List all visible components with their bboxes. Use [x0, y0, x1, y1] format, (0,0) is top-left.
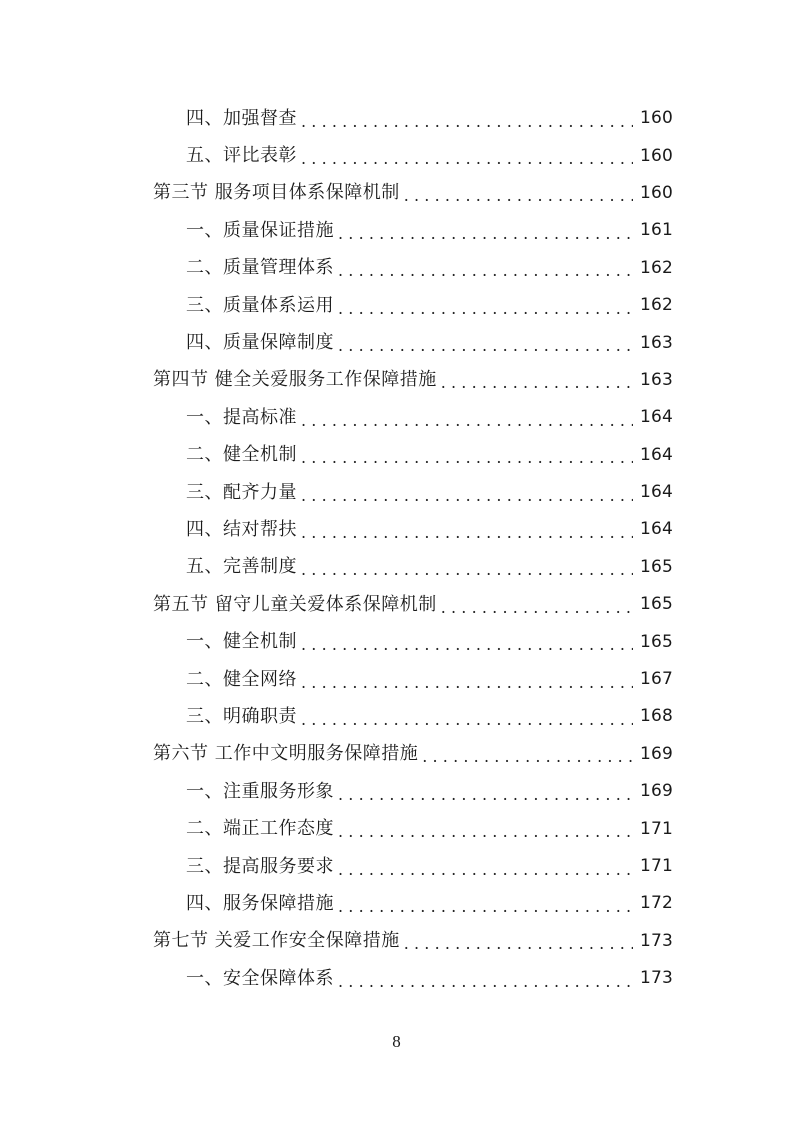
toc-entry-page: 173: [639, 968, 673, 989]
dot-leader: [301, 413, 633, 429]
toc-entry[interactable]: [0, 362, 793, 399]
toc-entry-title: 二、健全机制: [186, 444, 297, 466]
dot-leader: [338, 862, 633, 878]
toc-entry-title: 三、提高服务要求: [186, 855, 334, 877]
dot-leader: [301, 675, 633, 691]
dot-leader: [301, 712, 633, 728]
dot-leader: [338, 824, 633, 840]
toc-entry-title: 五、完善制度: [186, 556, 297, 578]
toc-entry[interactable]: [0, 437, 793, 474]
dot-leader: [404, 936, 633, 952]
toc-entry-page: 162: [639, 295, 673, 316]
toc-entry-page: 160: [639, 182, 673, 203]
page-number: 8: [392, 1032, 401, 1051]
toc-entry-title: 三、配齐力量: [186, 481, 297, 503]
toc-entry-page: 171: [639, 818, 673, 839]
toc-entry[interactable]: [0, 212, 793, 249]
toc-entry[interactable]: [0, 137, 793, 174]
toc-entry[interactable]: [0, 287, 793, 324]
dot-leader: [301, 525, 633, 541]
toc-entry-title: 五、评比表彰: [186, 145, 297, 167]
dot-leader: [301, 151, 633, 167]
dot-leader: [422, 749, 633, 765]
toc-entry-title: 四、质量保障制度: [186, 332, 334, 354]
toc-entry[interactable]: [0, 661, 793, 698]
toc-entry[interactable]: [0, 175, 793, 212]
toc-entry-title: 二、质量管理体系: [186, 257, 334, 279]
toc-entry[interactable]: [0, 586, 793, 623]
toc-entry-page: 172: [639, 893, 673, 914]
toc-entry-title: 四、结对帮扶: [186, 518, 297, 540]
toc-entry-page: 164: [639, 407, 673, 428]
toc-entry-page: 173: [639, 930, 673, 951]
dot-leader: [338, 899, 633, 915]
toc-entry-page: 163: [639, 332, 673, 353]
toc-entry-page: 171: [639, 856, 673, 876]
dot-leader: [338, 263, 633, 279]
toc-entry-page: 163: [639, 369, 673, 390]
toc-entry-title: 一、提高标准: [186, 406, 297, 428]
toc-entry-title: 一、安全保障体系: [186, 967, 334, 989]
toc-entry[interactable]: [0, 960, 793, 997]
toc-entry[interactable]: [0, 399, 793, 436]
dot-leader: [338, 787, 633, 803]
toc-entry[interactable]: [0, 885, 793, 922]
dot-leader: [338, 301, 633, 317]
dot-leader: [301, 637, 633, 653]
dot-leader: [404, 188, 633, 204]
toc-entry-page: 160: [639, 108, 673, 129]
toc-entry-page: 167: [639, 669, 673, 690]
toc-entry-title: 第三节 服务项目体系保障机制: [153, 182, 400, 204]
toc-entry[interactable]: [0, 698, 793, 735]
toc-entry-title: 第七节 关爱工作安全保障措施: [153, 930, 400, 952]
toc-entry-title: 三、质量体系运用: [186, 294, 334, 316]
toc-entry-title: 三、明确职责: [186, 705, 297, 727]
toc-entry[interactable]: [0, 511, 793, 548]
toc-entry-title: 一、质量保证措施: [186, 219, 334, 241]
toc-entry-page: 161: [639, 220, 673, 241]
dot-leader: [441, 375, 633, 391]
dot-leader: [338, 974, 633, 990]
toc-entry[interactable]: [0, 623, 793, 660]
toc-entry[interactable]: [0, 100, 793, 137]
table-of-contents: [0, 100, 793, 997]
dot-leader: [301, 488, 633, 504]
toc-entry-page: 169: [639, 781, 673, 802]
dot-leader: [441, 600, 633, 616]
toc-entry-page: 165: [639, 631, 673, 652]
toc-entry-title: 一、健全机制: [186, 631, 297, 653]
toc-entry-title: 四、服务保障措施: [186, 892, 334, 914]
toc-entry-page: 164: [639, 519, 673, 540]
toc-entry[interactable]: [0, 250, 793, 287]
toc-entry[interactable]: [0, 474, 793, 511]
toc-entry[interactable]: [0, 773, 793, 810]
toc-entry-title: 一、注重服务形象: [186, 780, 334, 802]
toc-entry[interactable]: [0, 549, 793, 586]
toc-entry-page: 165: [639, 556, 673, 577]
toc-entry-title: 第五节 留守儿童关爱体系保障机制: [153, 593, 437, 615]
dot-leader: [338, 226, 633, 242]
toc-entry[interactable]: [0, 736, 793, 773]
toc-entry-title: 四、加强督查: [186, 107, 297, 129]
toc-entry-page: 165: [639, 594, 673, 615]
toc-entry-title: 第四节 健全关爱服务工作保障措施: [153, 369, 437, 391]
toc-entry-page: 162: [639, 257, 673, 278]
toc-entry-page: 169: [639, 743, 673, 764]
toc-entry[interactable]: [0, 324, 793, 361]
dot-leader: [301, 562, 633, 578]
toc-entry-page: 160: [639, 145, 673, 166]
toc-entry-page: 164: [639, 444, 673, 465]
toc-entry-title: 二、健全网络: [186, 668, 297, 690]
dot-leader: [338, 338, 633, 354]
toc-entry[interactable]: [0, 848, 793, 885]
toc-entry[interactable]: [0, 923, 793, 960]
toc-entry-page: 164: [639, 482, 673, 503]
toc-entry-title: 第六节 工作中文明服务保障措施: [153, 743, 419, 765]
toc-entry-page: 168: [639, 706, 673, 727]
dot-leader: [301, 450, 633, 466]
dot-leader: [301, 114, 633, 130]
toc-entry-title: 二、端正工作态度: [186, 818, 334, 840]
toc-entry[interactable]: [0, 810, 793, 847]
